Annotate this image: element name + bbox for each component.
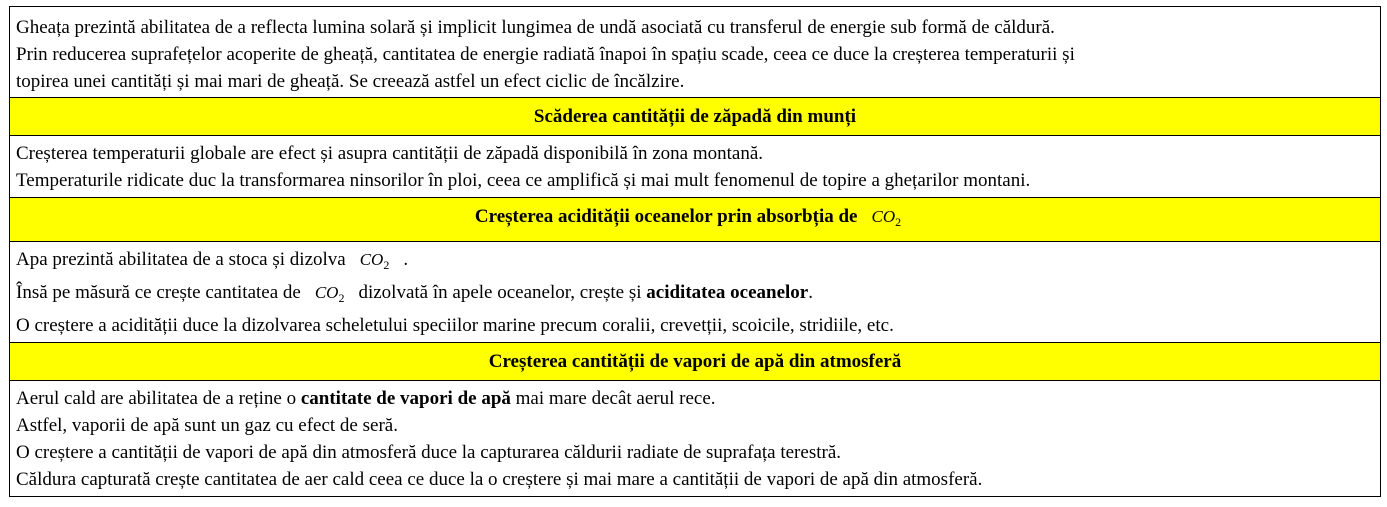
heading-text: Scăderea cantității de zăpadă din munți (533, 106, 857, 127)
ice-albedo-paragraph (10, 7, 1381, 98)
text-line: Prin reducerea suprafețelor acoperite de gheață, cantitatea de energie radiată înapoi în spațiu scade, ceea ce duce la creșterea temperaturii și (16, 44, 1075, 65)
snow-paragraph (10, 136, 1381, 198)
text-line: Creșterea temperaturii globale are efect și asupra cantității de zăpadă disponibilă în zona montană. (16, 143, 764, 164)
text-line: Apa prezintă abilitatea de a stoca și dizolva $CO_2$ . (16, 249, 409, 272)
heading-text: Creșterea cantității de vapori de apă din atmosferă (488, 351, 902, 372)
text-line: Astfel, vaporii de apă sunt un gaz cu efect de seră. (16, 415, 398, 436)
ocean-acidity-paragraph (10, 242, 1381, 343)
document-table (9, 6, 1381, 497)
table-row (10, 343, 1381, 381)
text-line: Căldura capturată crește cantitatea de aer cald ceea ce duce la o creștere și mai mare a cantității de vapori de apă din atmosferă. (16, 469, 983, 490)
co2-formula: $CO_2$ (314, 283, 345, 305)
text-line: O creștere a cantității de vapori de apă din atmosferă duce la capturarea căldurii radiate de suprafața terestră. (16, 442, 841, 463)
text-line: Însă pe măsură ce crește cantitatea de $CO_2$ dizolvată în apele oceanelor, crește și aciditatea oceanelor. (16, 282, 813, 305)
table-row (10, 7, 1381, 98)
text-line: Aerul cald are abilitatea de a reține o cantitate de vapori de apă mai mare decât aerul rece. (16, 388, 716, 409)
bold-term: aciditatea oceanelor (646, 282, 809, 303)
table-row (10, 98, 1381, 136)
heading-text: Creșterea acidității oceanelor prin absorbția de (474, 206, 858, 227)
text-line: Gheața prezintă abilitatea de a reflecta lumina solară și implicit lungimea de undă asociată cu transferul de energie sub formă de căldură. (16, 17, 1055, 38)
co2-formula: $CO_2$ (359, 250, 390, 272)
table-row (10, 242, 1381, 343)
section-heading-ocean-acidity (10, 198, 1381, 242)
table-row (10, 198, 1381, 242)
water-vapor-paragraph (10, 381, 1381, 497)
text-line: topirea unei cantități și mai mari de gheață. Se creează astfel un efect ciclic de încălzire. (16, 71, 685, 92)
table-row (10, 381, 1381, 497)
section-heading-snow (10, 98, 1381, 136)
table-row (10, 136, 1381, 198)
bold-term: cantitate de vapori de apă (300, 388, 511, 409)
co2-formula: $CO_2$ (871, 207, 902, 229)
text-line: O creștere a acidității duce la dizolvarea scheletului speciilor marine precum coralii, crevetții, scoicile, stridiile, etc. (16, 315, 894, 336)
text-line: Temperaturile ridicate duc la transformarea ninsorilor în ploi, ceea ce amplifică și mai mult fenomenul de topire a ghețarilor montani. (16, 170, 1031, 191)
section-heading-water-vapor (10, 343, 1381, 381)
